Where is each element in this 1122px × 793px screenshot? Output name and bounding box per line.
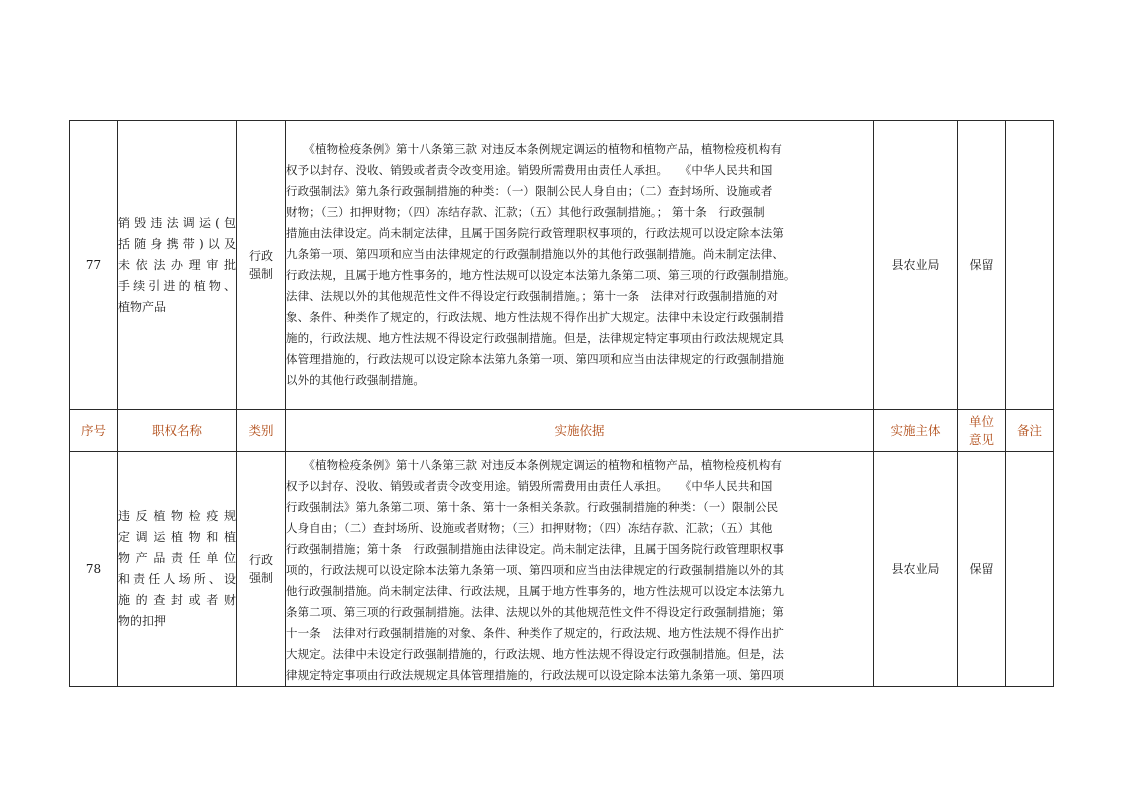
authority-type [237, 452, 286, 687]
unit-opinion: 保留 [958, 121, 1006, 410]
name-line: 未依法办理审批 [118, 257, 236, 272]
unit-opinion: 保留 [958, 452, 1006, 687]
basis-line: 律规定特定事项由行政法规规定具体管理措施的，行政法规可以设定除本法第九条第一项、第四项 [286, 668, 784, 682]
basis-line: 以外的其他行政强制措施。 [286, 373, 425, 387]
header-note: 备注 [1006, 410, 1054, 452]
row-number: 77 [70, 121, 118, 410]
authority-table [69, 120, 1054, 687]
header-type: 类别 [237, 410, 286, 452]
header-unit-view-line: 意见 [968, 431, 994, 447]
authority-name [118, 452, 237, 687]
remarks [1006, 121, 1054, 410]
basis-line: 权予以封存、没收、销毁或者责令改变用途。销毁所需费用由责任人承担。 《中华人民共和国 [286, 163, 773, 177]
basis-line: 行政法规，且属于地方性事务的，地方性法规可以设定本法第九条第二项、第三项的行政强制措施。 [286, 268, 796, 282]
header-unit-view-line: 单位 [968, 413, 994, 429]
basis-line: 项的，行政法规可以设定除本法第九条第一项、第四项和应当由法律规定的行政强制措施以外的其 [286, 563, 784, 577]
legal-basis [286, 452, 874, 687]
remarks [1006, 452, 1054, 687]
type-line: 强制 [248, 267, 273, 281]
basis-line: 行政强制措施；第十条 行政强制措施由法律设定。尚未制定法律，且属于国务院行政管理职权事 [286, 542, 784, 556]
row-number: 78 [70, 452, 118, 687]
header-name: 职权名称 [118, 410, 237, 452]
name-line: 手续引进的植物、 [118, 278, 236, 293]
basis-line: 措施由法律设定。尚未制定法律，且属于国务院行政管理职权事项的，行政法规可以设定除本法第 [286, 226, 784, 240]
type-line: 强制 [248, 571, 273, 585]
basis-line: 他行政强制措施。尚未制定法律、行政法规，且属于地方性事务的，地方性法规可以设定本法第九 [286, 584, 784, 598]
name-line: 物产品责任单位 [118, 551, 236, 565]
name-line: 违反植物检疫规 [118, 509, 236, 523]
basis-line: 施的，行政法规、地方性法规不得设定行政强制措施。但是，法律规定特定事项由行政法规规定具 [286, 331, 784, 345]
name-line: 植物产品 [118, 299, 167, 314]
implementing-body: 县农业局 [874, 121, 958, 410]
basis-line: 体管理措施的，行政法规可以设定除本法第九条第一项、第四项和应当由法律规定的行政强制措施 [286, 352, 784, 366]
authority-name [118, 121, 237, 410]
basis-line: 《植物检疫条例》第十八条第三款 对违反本条例规定调运的植物和植物产品，植物检疫机构有 [286, 142, 782, 156]
basis-line: 象、条件、种类作了规定的，行政法规、地方性法规不得作出扩大规定。法律中未设定行政强制措 [286, 310, 784, 324]
name-line: 物的扣押 [118, 614, 167, 628]
legal-basis [286, 121, 874, 410]
basis-line: 《植物检疫条例》第十八条第三款 对违反本条例规定调运的植物和植物产品，植物检疫机构有 [286, 458, 782, 472]
authority-type [237, 121, 286, 410]
header-no: 序号 [70, 410, 118, 452]
type-line: 行政 [248, 249, 273, 263]
basis-line: 人身自由；（二）查封场所、设施或者财物；（三）扣押财物；（四）冻结存款、汇款；（五）其他 [286, 521, 773, 535]
basis-line: 九条第一项、第四项和应当由法律规定的行政强制措施以外的其他行政强制措施。尚未制定法律、 [286, 247, 784, 261]
name-line: 销毁违法调运(包 [118, 215, 236, 230]
header-unit-view [958, 410, 1006, 452]
basis-line: 大规定。法律中未设定行政强制措施的，行政法规、地方性法规不得设定行政强制措施。但是，法 [286, 647, 784, 661]
table-row [70, 121, 1054, 410]
basis-line: 财物；（三）扣押财物；（四）冻结存款、汇款；（五）其他行政强制措施。； 第十条 行政强制 [286, 205, 765, 219]
basis-line: 行政强制法》第九条行政强制措施的种类：（一）限制公民人身自由；（二）查封场所、设施或者 [286, 184, 773, 198]
table-header [70, 410, 1054, 452]
basis-line: 条第二项、第三项的行政强制措施。法律、法规以外的其他规范性文件不得设定行政强制措施；第 [286, 605, 784, 619]
basis-line: 十一条 法律对行政强制措施的对象、条件、种类作了规定的，行政法规、地方性法规不得作出扩 [286, 626, 784, 640]
name-line: 定调运植物和植 [118, 530, 236, 544]
basis-line: 权予以封存、没收、销毁或者责令改变用途。销毁所需费用由责任人承担。 《中华人民共和国 [286, 479, 773, 493]
header-body: 实施主体 [874, 410, 958, 452]
implementing-body: 县农业局 [874, 452, 958, 687]
table-row [70, 452, 1054, 687]
basis-line: 法律、法规以外的其他规范性文件不得设定行政强制措施。；第十一条 法律对行政强制措施的对 [286, 289, 779, 303]
name-line: 施的查封或者财 [118, 593, 236, 607]
name-line: 和责任人场所、设 [118, 572, 236, 586]
name-line: 括随身携带)以及 [118, 236, 236, 251]
header-basis: 实施依据 [286, 410, 874, 452]
type-line: 行政 [248, 553, 273, 567]
basis-line: 行政强制法》第九条第二项、第十条、第十一条相关条款。行政强制措施的种类：（一）限制公民 [286, 500, 779, 514]
